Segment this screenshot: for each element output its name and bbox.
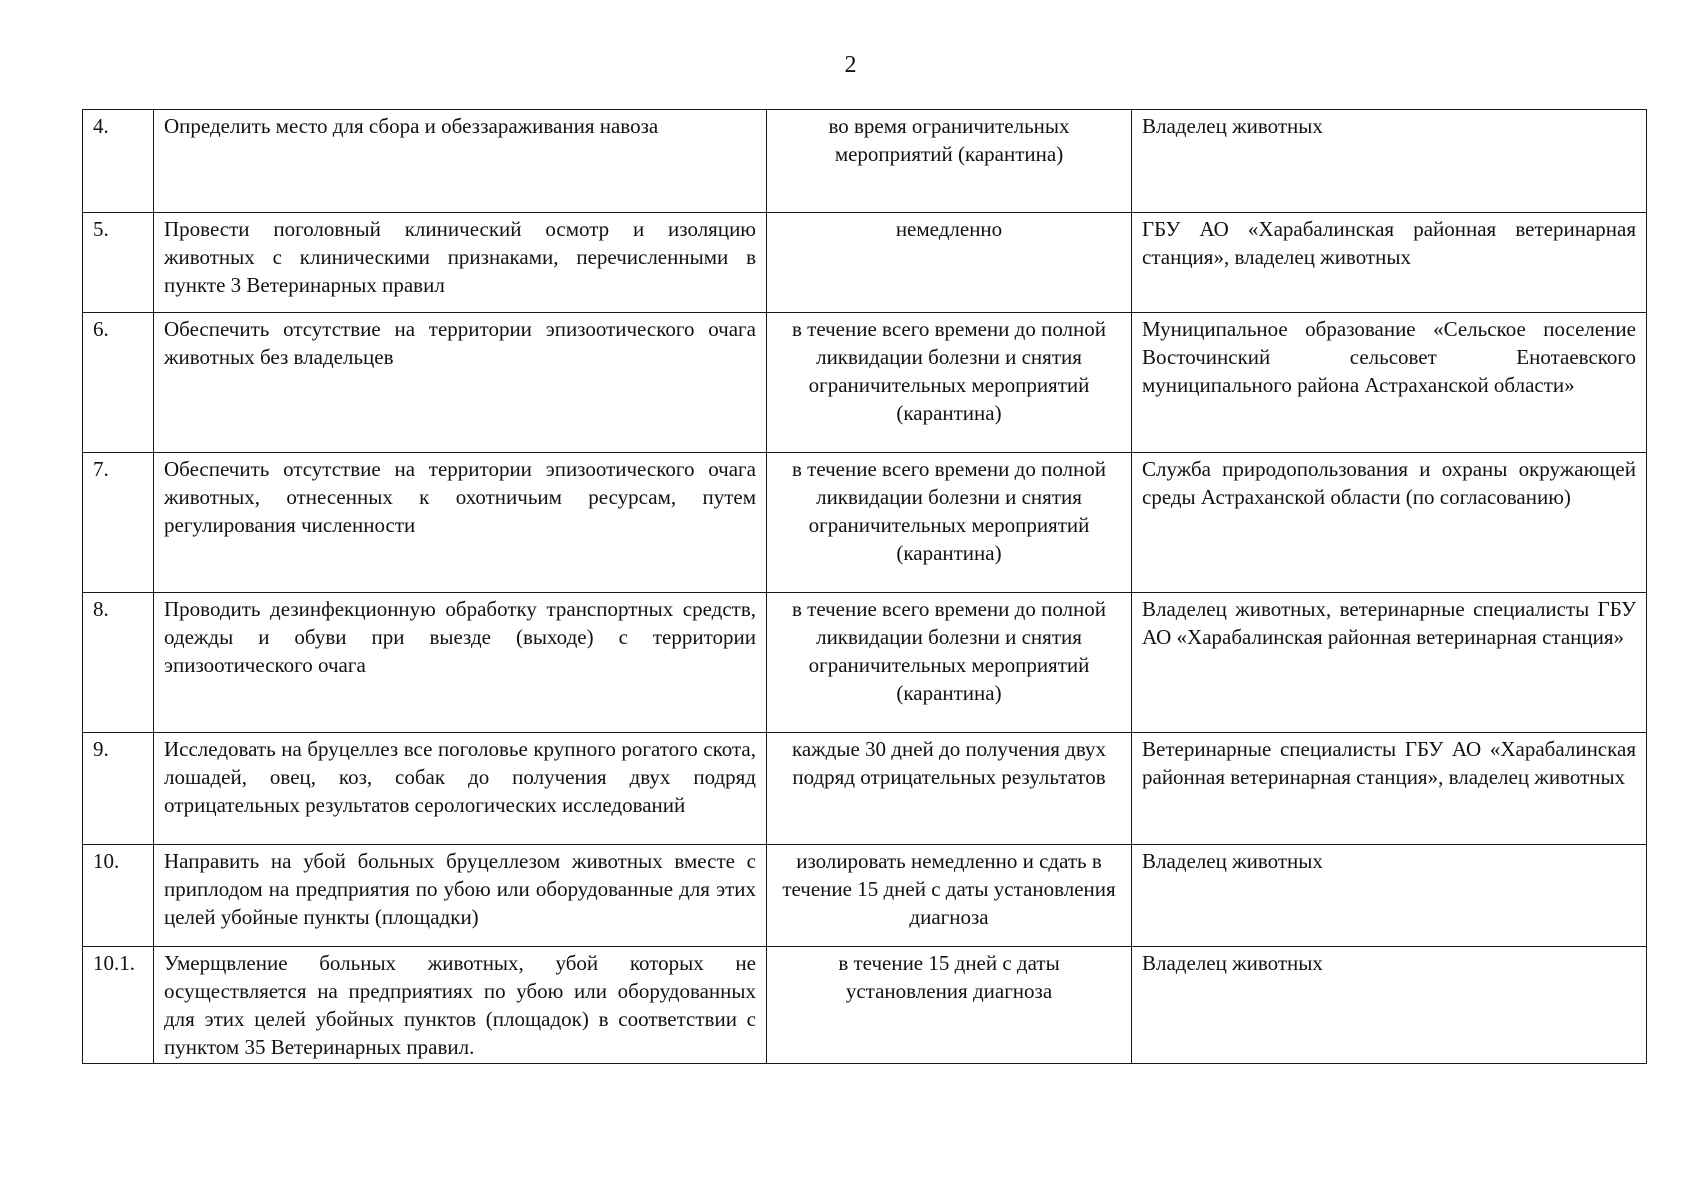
row-responsible: ГБУ АО «Харабалинская районная ветеринарная станция», владелец животных bbox=[1132, 213, 1647, 313]
row-action: Проводить дезинфекционную обработку транспортных средств, одежды и обуви при выезде (выходе) с территории эпизоотического очага bbox=[154, 593, 767, 733]
table-row bbox=[83, 313, 1647, 453]
row-term: в течение 15 дней с даты установления диагноза bbox=[767, 947, 1132, 1064]
table-row bbox=[83, 593, 1647, 733]
row-term: в течение всего времени до полной ликвидации болезни и снятия ограничительных мероприятий (карантина) bbox=[767, 593, 1132, 733]
row-action: Умерщвление больных животных, убой которых не осуществляется на предприятиях по убою или оборудованных для этих целей убойных пунктов (площадок) в соответствии с пунктом 35 Ветеринарных правил. bbox=[154, 947, 767, 1064]
row-number: 10. bbox=[83, 845, 154, 947]
row-number: 9. bbox=[83, 733, 154, 845]
table-row bbox=[83, 213, 1647, 313]
row-action: Определить место для сбора и обеззараживания навоза bbox=[154, 110, 767, 213]
row-responsible: Владелец животных bbox=[1132, 947, 1647, 1064]
row-number: 4. bbox=[83, 110, 154, 213]
table-row bbox=[83, 110, 1647, 213]
row-responsible: Муниципальное образование «Сельское поселение Восточинский сельсовет Енотаевского муниципального района Астраханской области» bbox=[1132, 313, 1647, 453]
row-number: 6. bbox=[83, 313, 154, 453]
row-action: Провести поголовный клинический осмотр и изоляцию животных с клиническими признаками, перечисленными в пункте 3 Ветеринарных правил bbox=[154, 213, 767, 313]
page-number: 2 bbox=[844, 52, 857, 78]
row-term: в течение всего времени до полной ликвидации болезни и снятия ограничительных мероприятий (карантина) bbox=[767, 453, 1132, 593]
table-row bbox=[83, 845, 1647, 947]
row-term: каждые 30 дней до получения двух подряд отрицательных результатов bbox=[767, 733, 1132, 845]
row-responsible: Владелец животных bbox=[1132, 845, 1647, 947]
row-number: 5. bbox=[83, 213, 154, 313]
row-term: во время ограничительных мероприятий (карантина) bbox=[767, 110, 1132, 213]
table-row bbox=[83, 947, 1647, 1064]
row-action: Направить на убой больных бруцеллезом животных вместе с приплодом на предприятия по убою или оборудованные для этих целей убойные пункты (площадки) bbox=[154, 845, 767, 947]
row-term: изолировать немедленно и сдать в течение 15 дней с даты установления диагноза bbox=[767, 845, 1132, 947]
row-responsible: Владелец животных bbox=[1132, 110, 1647, 213]
row-number: 8. bbox=[83, 593, 154, 733]
row-number: 10.1. bbox=[83, 947, 154, 1064]
row-term: немедленно bbox=[767, 213, 1132, 313]
table-row bbox=[83, 733, 1647, 845]
table-row bbox=[83, 453, 1647, 593]
row-responsible: Ветеринарные специалисты ГБУ АО «Харабалинская районная ветеринарная станция», владелец животных bbox=[1132, 733, 1647, 845]
measures-table bbox=[82, 109, 1647, 1064]
row-number: 7. bbox=[83, 453, 154, 593]
row-term: в течение всего времени до полной ликвидации болезни и снятия ограничительных мероприятий (карантина) bbox=[767, 313, 1132, 453]
row-action: Исследовать на бруцеллез все поголовье крупного рогатого скота, лошадей, овец, коз, собак до получения двух подряд отрицательных результатов серологических исследований bbox=[154, 733, 767, 845]
row-responsible: Служба природопользования и охраны окружающей среды Астраханской области (по согласованию) bbox=[1132, 453, 1647, 593]
row-responsible: Владелец животных, ветеринарные специалисты ГБУ АО «Харабалинская районная ветеринарная станция» bbox=[1132, 593, 1647, 733]
row-action: Обеспечить отсутствие на территории эпизоотического очага животных без владельцев bbox=[154, 313, 767, 453]
row-action: Обеспечить отсутствие на территории эпизоотического очага животных, отнесенных к охотничьим ресурсам, путем регулирования численности bbox=[154, 453, 767, 593]
